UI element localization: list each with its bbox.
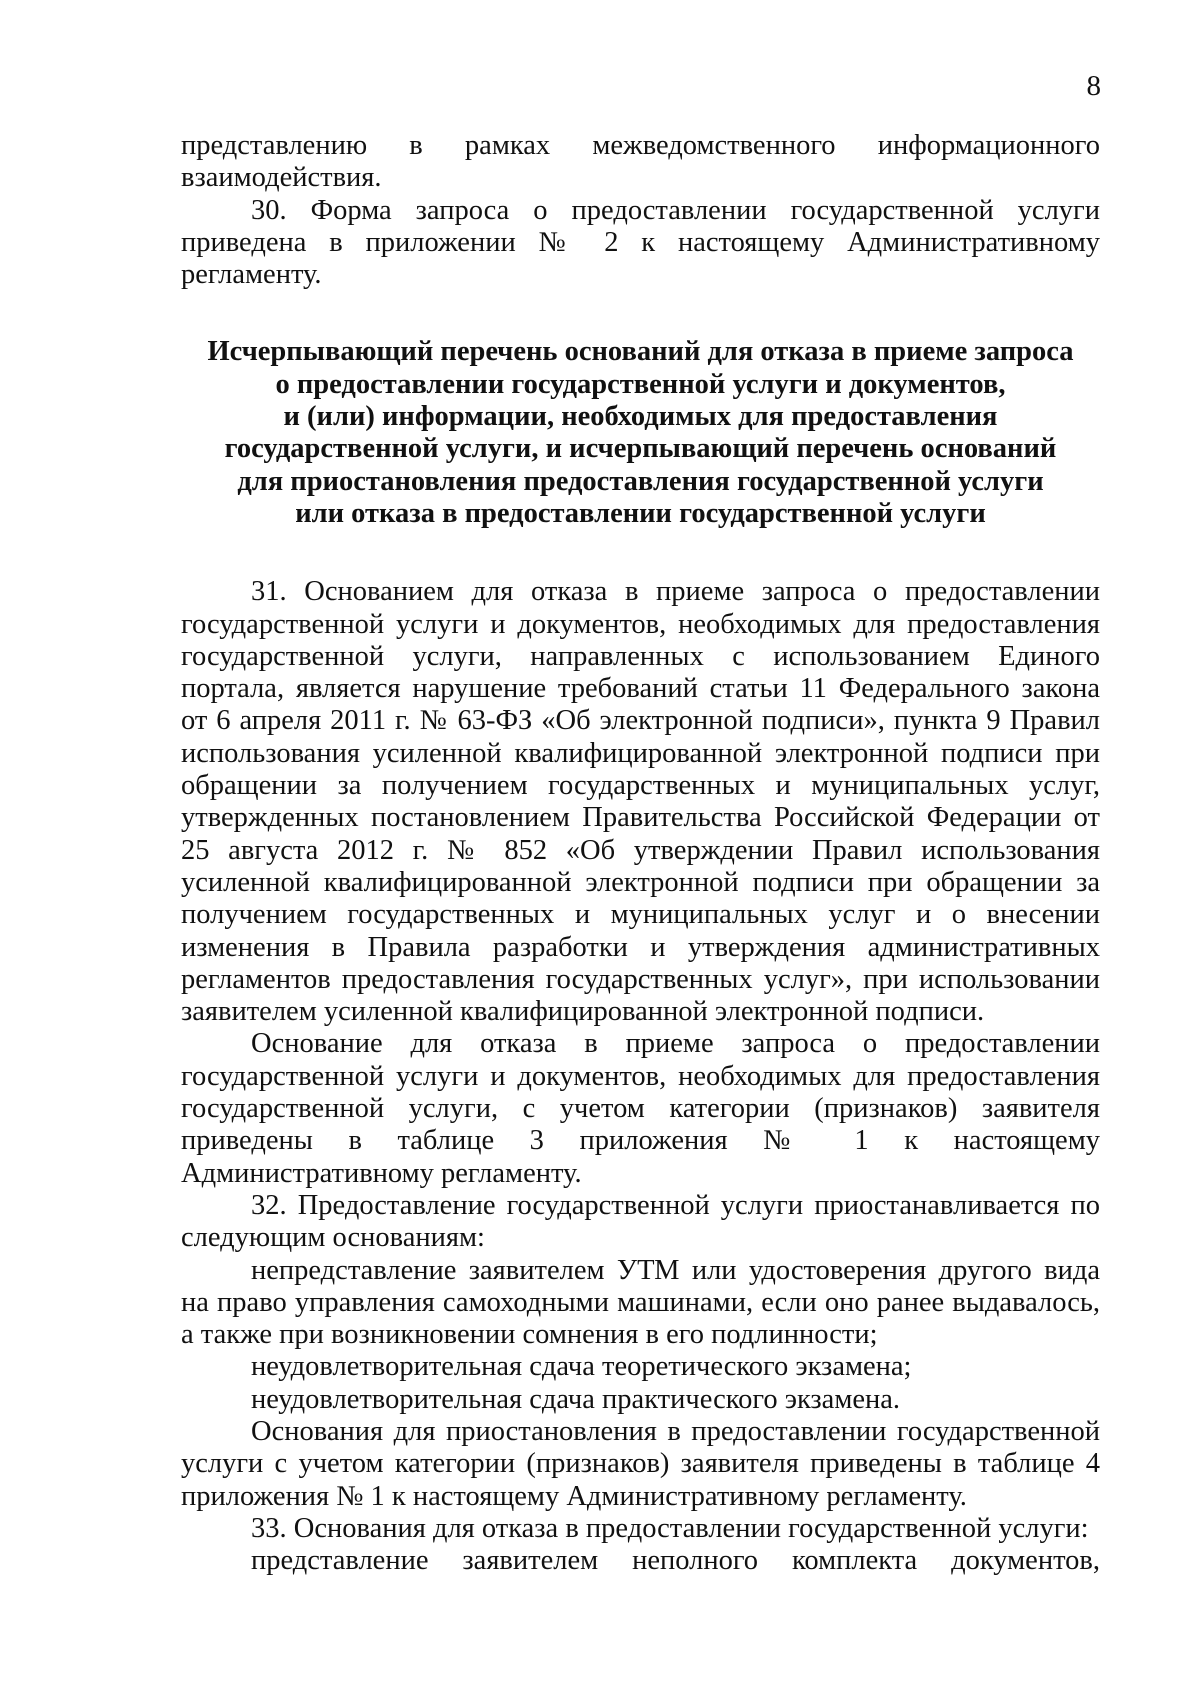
paragraph: непредставление заявителем УТМ или удостоверения другого вида на право управления самоходными машинами, если оно ранее выдавалось, а также при возникновении сомнения в его подлинности; <box>181 1254 1100 1351</box>
document-body <box>181 130 1100 1577</box>
paragraph-31: 31. Основанием для отказа в приеме запроса о предоставлении государственной услуги и документов, необходимых для предоставления государственной услуги, направленных с использованием Единого портала, является нарушение требований статьи 11 Федерального закона от 6 апреля 2011 г. № 63-ФЗ «Об электронной подписи», пункта 9 Правил использования усиленной квалифицированной электронной подписи при обращении за получением государственных и муниципальных услуг, утвержденных постановлением Правительства Российской Федерации от 25 августа 2012 г. № 852 «Об утверждении Правил использования усиленной квалифицированной электронной подписи при обращении за получением государственных и муниципальных услуг и о внесении изменения в Правила разработки и утверждения административных регламентов предоставления государственных услуг», при использовании заявителем усиленной квалифицированной электронной подписи. <box>181 576 1100 1028</box>
heading-line: о предоставлении государственной услуги и документов, <box>275 368 1006 400</box>
heading-line: Исчерпывающий перечень оснований для отказа в приеме запроса <box>207 336 1074 368</box>
heading-line: или отказа в предоставлении государственной услуги <box>295 497 986 529</box>
paragraph: представление заявителем неполного комплекта документов, <box>251 1545 1100 1577</box>
heading-line: и (или) информации, необходимых для предоставления <box>283 401 998 433</box>
paragraph: неудовлетворительная сдача практического экзамена. <box>251 1383 901 1415</box>
section-heading <box>181 336 1100 530</box>
heading-line: государственной услуги, и исчерпывающий перечень оснований <box>224 433 1057 465</box>
paragraph-30: 30. Форма запроса о предоставлении государственной услуги приведена в приложении № 2 к настоящему Административному регламенту. <box>181 194 1100 291</box>
paragraph: Основание для отказа в приеме запроса о предоставлении государственной услуги и документов, необходимых для предоставления государственной услуги, с учетом категории (признаков) заявителя приведены в таблице 3 приложения № 1 к настоящему Административному регламенту. <box>181 1028 1100 1189</box>
heading-line: для приостановления предоставления государственной услуги <box>237 465 1044 497</box>
paragraph: Основания для приостановления в предоставлении государственной услуги с учетом категории (признаков) заявителя приведены в таблице 4 приложения № 1 к настоящему Административному регламенту. <box>181 1415 1100 1512</box>
page-number: 8 <box>1086 70 1101 102</box>
paragraph: неудовлетворительная сдача теоретического экзамена; <box>251 1351 912 1383</box>
paragraph: представлению в рамках межведомственного информационного взаимодействия. <box>181 130 1100 194</box>
paragraph-33: 33. Основания для отказа в предоставлении государственной услуги: <box>251 1512 1089 1544</box>
paragraph-32: 32. Предоставление государственной услуги приостанавливается по следующим основаниям: <box>181 1189 1100 1254</box>
